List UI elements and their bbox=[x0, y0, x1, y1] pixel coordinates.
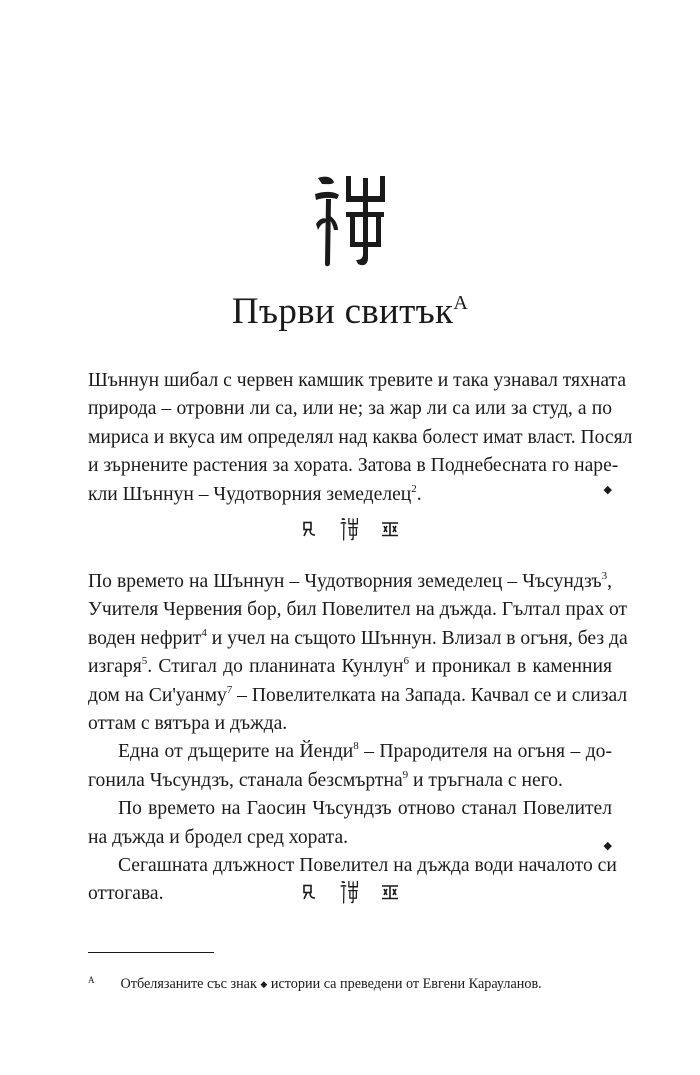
section-ornament bbox=[0, 880, 700, 906]
text-line bbox=[88, 767, 612, 795]
footnote-diamond-icon: ◆ bbox=[260, 979, 268, 989]
text-line-part: – Прародителя на огъня – до- bbox=[358, 741, 612, 763]
text-line: на дъжда и бродел сред хората. bbox=[88, 826, 349, 848]
endnote-ref: 8 bbox=[353, 740, 359, 753]
ornament-right-glyph-icon bbox=[381, 521, 399, 537]
text-line-part: и учел на същото Шъннун. Влизал в огъня, без да bbox=[206, 627, 628, 649]
text-line-part: и тръгнала с него. bbox=[408, 769, 563, 791]
text-line-part: кли Шъннун – Чудотворния земеделец bbox=[88, 483, 412, 505]
text-line: кли Шъннун – Чудотворния земеделец$^2$. bbox=[88, 482, 422, 505]
text-line bbox=[88, 738, 612, 766]
footnote-text-after: истории са преведени от Евгени Карауланов. bbox=[270, 976, 542, 992]
endnote-ref: 9 bbox=[402, 768, 409, 781]
text-line: оттам с вятъра и дъжда. bbox=[88, 713, 288, 735]
chapter-title-note-mark: A bbox=[453, 292, 469, 314]
ornament-left-glyph-icon bbox=[301, 884, 317, 900]
text-line: оттогава. bbox=[88, 883, 164, 905]
endnote-ref: 5 bbox=[141, 655, 148, 668]
text-line-part: гонила Чъсундзъ, станала безсмъртна bbox=[88, 769, 403, 791]
ornament-center-glyph-icon bbox=[339, 517, 359, 541]
ornament-center-glyph-icon bbox=[339, 880, 359, 904]
text-line-part: Една от дъщерите на Йенди bbox=[118, 741, 354, 763]
text-line: Учителя Червения бор, бил Повелител на дъжда. Гълтал прах от bbox=[88, 599, 628, 621]
text-line: природа – отровни ли са, или не; за жар ли са или за студ, а по bbox=[88, 398, 612, 420]
chapter-title bbox=[0, 290, 700, 333]
story-paragraph-2 bbox=[88, 568, 628, 909]
footnote-mark: A bbox=[88, 975, 95, 985]
text-line-part: – Повелителката на Запада. Качвал се и слизал bbox=[232, 684, 628, 706]
text-line: и зърнените растения за хората. Затова в Поднебесната го наре- bbox=[88, 455, 619, 477]
footnote bbox=[88, 970, 628, 994]
footnote-divider bbox=[88, 952, 214, 953]
seal-script-glyph-icon bbox=[312, 172, 386, 268]
text-line-part: По времето на Шъннун – Чудотворния земеделец – Чъсундзъ bbox=[88, 571, 602, 592]
text-line bbox=[88, 568, 612, 596]
ornament-right-glyph-icon bbox=[381, 884, 399, 900]
text-line bbox=[88, 625, 628, 653]
text-line-part: , bbox=[607, 571, 612, 592]
story-paragraph-1 bbox=[88, 367, 633, 509]
text-line: Шъннун шибал с червен камшик тревите и така узнавал тяхната bbox=[88, 370, 627, 391]
endnote-ref: 4 bbox=[201, 626, 207, 639]
endnote-ref: 6 bbox=[403, 655, 409, 668]
endnote-ref: 3 bbox=[601, 570, 608, 582]
text-line: Сегашната длъжност Повелител на дъжда води началото си bbox=[118, 855, 617, 877]
story-end-diamond-icon: ◆ bbox=[603, 840, 612, 852]
story-end-diamond-icon: ◆ bbox=[603, 484, 612, 496]
text-line-part: . Стигал до планината Кунлун bbox=[147, 656, 404, 678]
text-line-part: изгаря bbox=[88, 656, 142, 678]
footnote-text-before: Отбелязаните със знак bbox=[120, 976, 257, 992]
text-line-part: дом на Си'уанму bbox=[88, 684, 227, 706]
section-ornament bbox=[0, 517, 700, 543]
text-line bbox=[88, 682, 628, 710]
text-line-part: воден нефрит bbox=[88, 627, 202, 649]
endnote-ref: 7 bbox=[226, 683, 233, 696]
endnote-ref: 2 bbox=[411, 482, 417, 495]
text-line: мириса и вкуса им определял над каква болест имат власт. Посял bbox=[88, 426, 633, 448]
text-line: По времето на Гаосин Чъсундзъ отново станал Повелител bbox=[118, 798, 612, 820]
ornament-left-glyph-icon bbox=[301, 521, 317, 537]
text-line bbox=[88, 653, 612, 681]
text-line-part: и проникал в каменния bbox=[408, 656, 612, 678]
chapter-title-text: Първи свитък bbox=[231, 291, 454, 332]
